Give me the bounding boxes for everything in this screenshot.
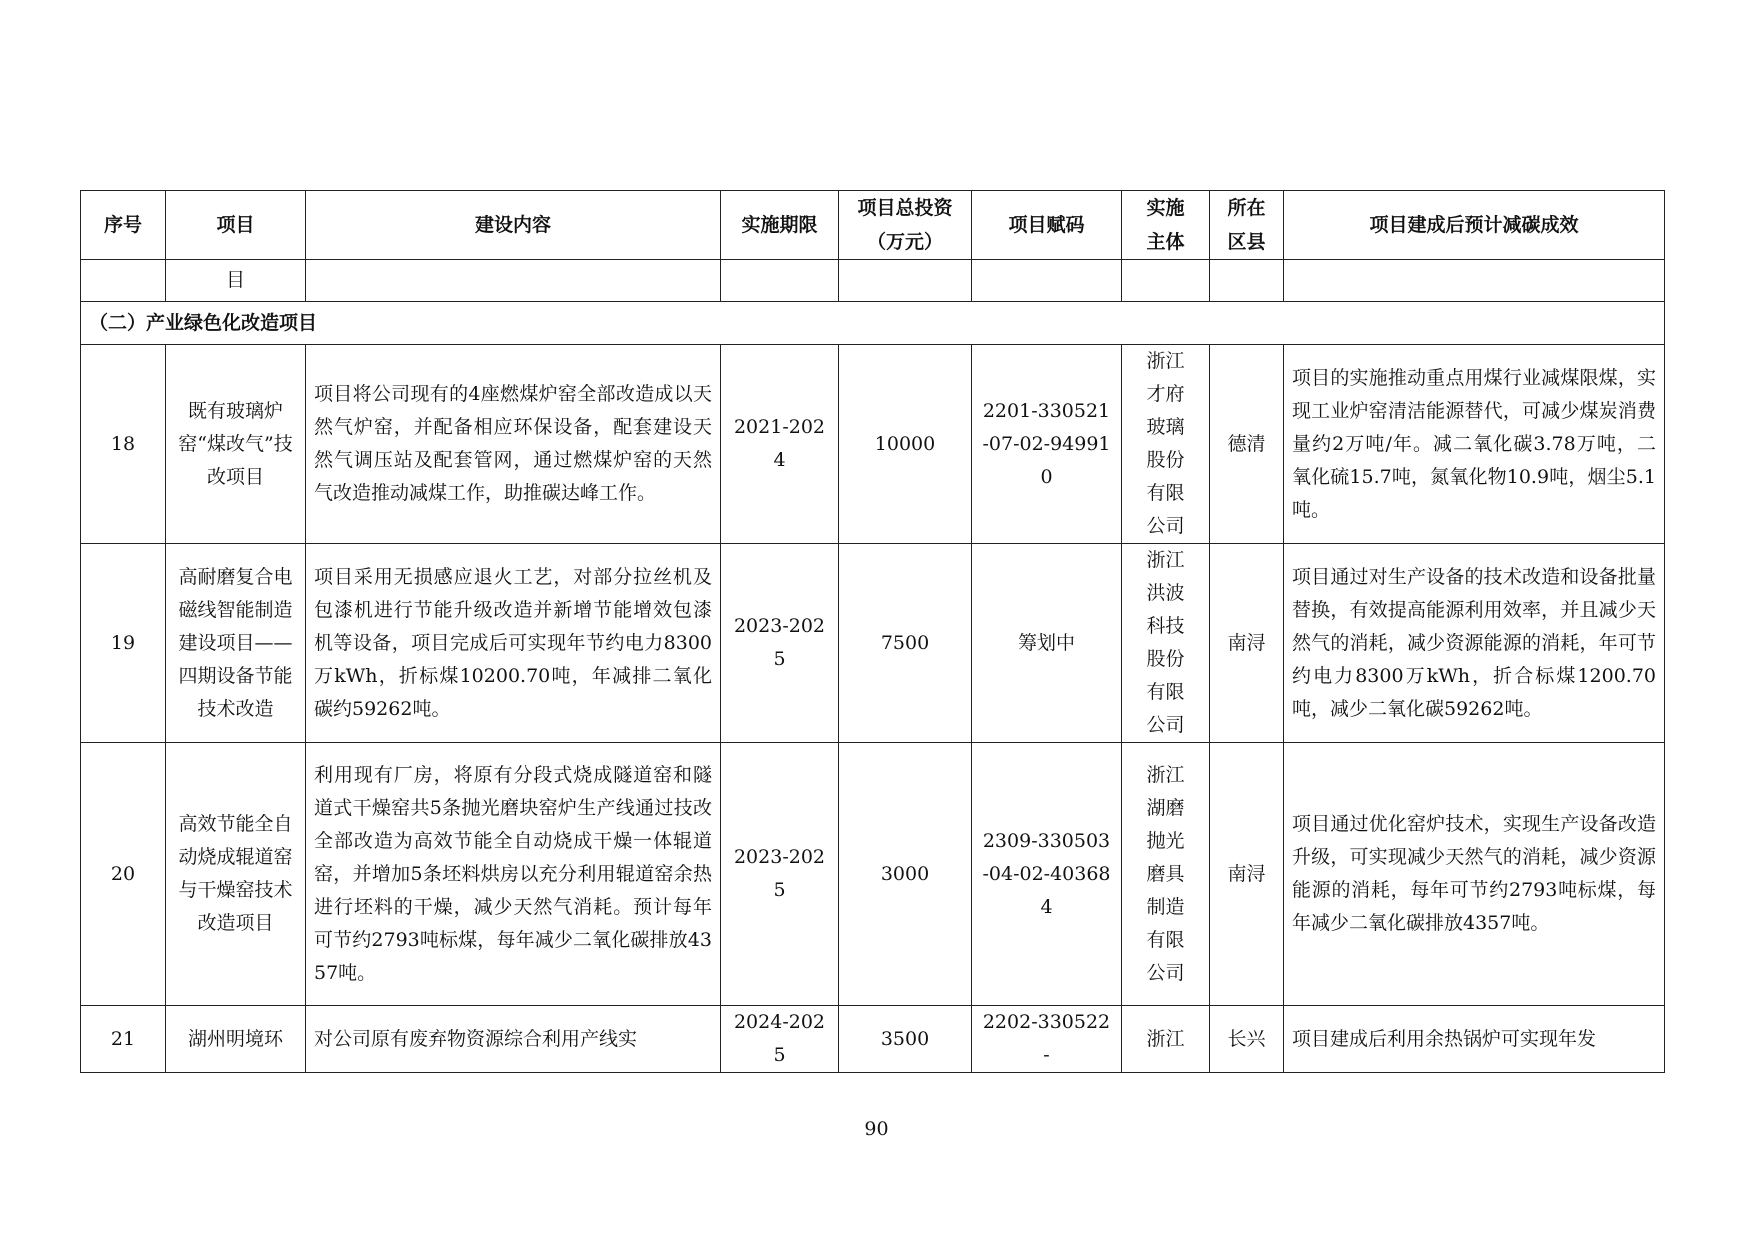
cell-content: 项目采用无损感应退火工艺，对部分拉丝机及包漆机进行节能升级改造并新增节能增效包漆机等设备，项目完成后可实现年节约电力8300万kWh，折标煤10200.70吨，年减排二氧化碳约59262吨。 [306,544,721,743]
cell-subject: 浙江才府玻璃股份有限公司 [1122,345,1210,544]
page-number: 90 [864,1118,889,1140]
cell-county: 德清 [1210,345,1284,544]
cell-county: 南浔 [1210,743,1284,1006]
project-table [80,190,1665,1073]
cell-effect: 项目通过对生产设备的技术改造和设备批量替换，有效提高能源利用效率，并且减少天然气的消耗，减少资源能源的消耗，年可节约电力8300万kWh，折合标煤1200.70吨，减少二氧化碳59262吨。 [1284,544,1665,743]
table-row-continued [81,260,1665,302]
cell-period: 2024-2025 [721,1006,839,1073]
header-county: 所在区县 [1210,191,1284,260]
cell-period [721,260,839,302]
header-investment: 项目总投资（万元） [839,191,972,260]
header-effect: 项目建成后预计减碳成效 [1284,191,1665,260]
section-title: （二）产业绿色化改造项目 [81,302,1665,345]
cell-content: 项目将公司现有的4座燃煤炉窑全部改造成以天然气炉窑，并配备相应环保设备，配套建设天然气调压站及配套管网，通过燃煤炉窑的天然气改造推动减煤工作，助推碳达峰工作。 [306,345,721,544]
section-row [81,302,1665,345]
cell-code: 2202-330522- [972,1006,1122,1073]
cell-content [306,260,721,302]
header-project: 项目 [166,191,306,260]
table-row [81,544,1665,743]
cell-content: 对公司原有废弃物资源综合利用产线实 [306,1006,721,1073]
cell-code: 2309-330503-04-02-403684 [972,743,1122,1006]
cell-effect: 项目的实施推动重点用煤行业减煤限煤，实现工业炉窑清洁能源替代，可减少煤炭消费量约2万吨/年。减二氧化碳3.78万吨，二氧化硫15.7吨，氮氧化物10.9吨，烟尘5.1吨。 [1284,345,1665,544]
cell-project: 湖州明境环 [166,1006,306,1073]
cell-county [1210,260,1284,302]
cell-effect: 项目建成后利用余热锅炉可实现年发 [1284,1006,1665,1073]
cell-code: 筹划中 [972,544,1122,743]
cell-investment: 3000 [839,743,972,1006]
header-subject: 实施主体 [1122,191,1210,260]
header-index: 序号 [81,191,166,260]
cell-project: 高耐磨复合电磁线智能制造建设项目——四期设备节能技术改造 [166,544,306,743]
header-content: 建设内容 [306,191,721,260]
cell-county: 南浔 [1210,544,1284,743]
cell-period: 2021-2024 [721,345,839,544]
table-row [81,743,1665,1006]
table-row [81,345,1665,544]
cell-subject: 浙江 [1122,1006,1210,1073]
cell-investment: 7500 [839,544,972,743]
cell-code: 2201-330521-07-02-949910 [972,345,1122,544]
cell-effect [1284,260,1665,302]
table-row [81,1006,1665,1073]
header-code: 项目赋码 [972,191,1122,260]
cell-project: 高效节能全自动烧成辊道窑与干燥窑技术改造项目 [166,743,306,1006]
cell-investment [839,260,972,302]
cell-index: 20 [81,743,166,1006]
cell-index: 18 [81,345,166,544]
cell-subject [1122,260,1210,302]
cell-index: 19 [81,544,166,743]
cell-effect: 项目通过优化窑炉技术，实现生产设备改造升级，可实现减少天然气的消耗，减少资源能源的消耗，每年可节约2793吨标煤，每年减少二氧化碳排放4357吨。 [1284,743,1665,1006]
cell-code [972,260,1122,302]
cell-subject: 浙江湖磨抛光磨具制造有限公司 [1122,743,1210,1006]
cell-index: 21 [81,1006,166,1073]
cell-subject: 浙江洪波科技股份有限公司 [1122,544,1210,743]
cell-period: 2023-2025 [721,743,839,1006]
table-header-row [81,191,1665,260]
cell-project: 既有玻璃炉窑“煤改气”技改项目 [166,345,306,544]
cell-project: 目 [166,260,306,302]
cell-index [81,260,166,302]
cell-content: 利用现有厂房，将原有分段式烧成隧道窑和隧道式干燥窑共5条抛光磨块窑炉生产线通过技改全部改造为高效节能全自动烧成干燥一体辊道窑，并增加5条坯料烘房以充分利用辊道窑余热进行坯料的干燥，减少天然气消耗。预计每年可节约2793吨标煤，每年减少二氧化碳排放4357吨。 [306,743,721,1006]
header-period: 实施期限 [721,191,839,260]
cell-investment: 3500 [839,1006,972,1073]
cell-investment: 10000 [839,345,972,544]
cell-county: 长兴 [1210,1006,1284,1073]
cell-period: 2023-2025 [721,544,839,743]
